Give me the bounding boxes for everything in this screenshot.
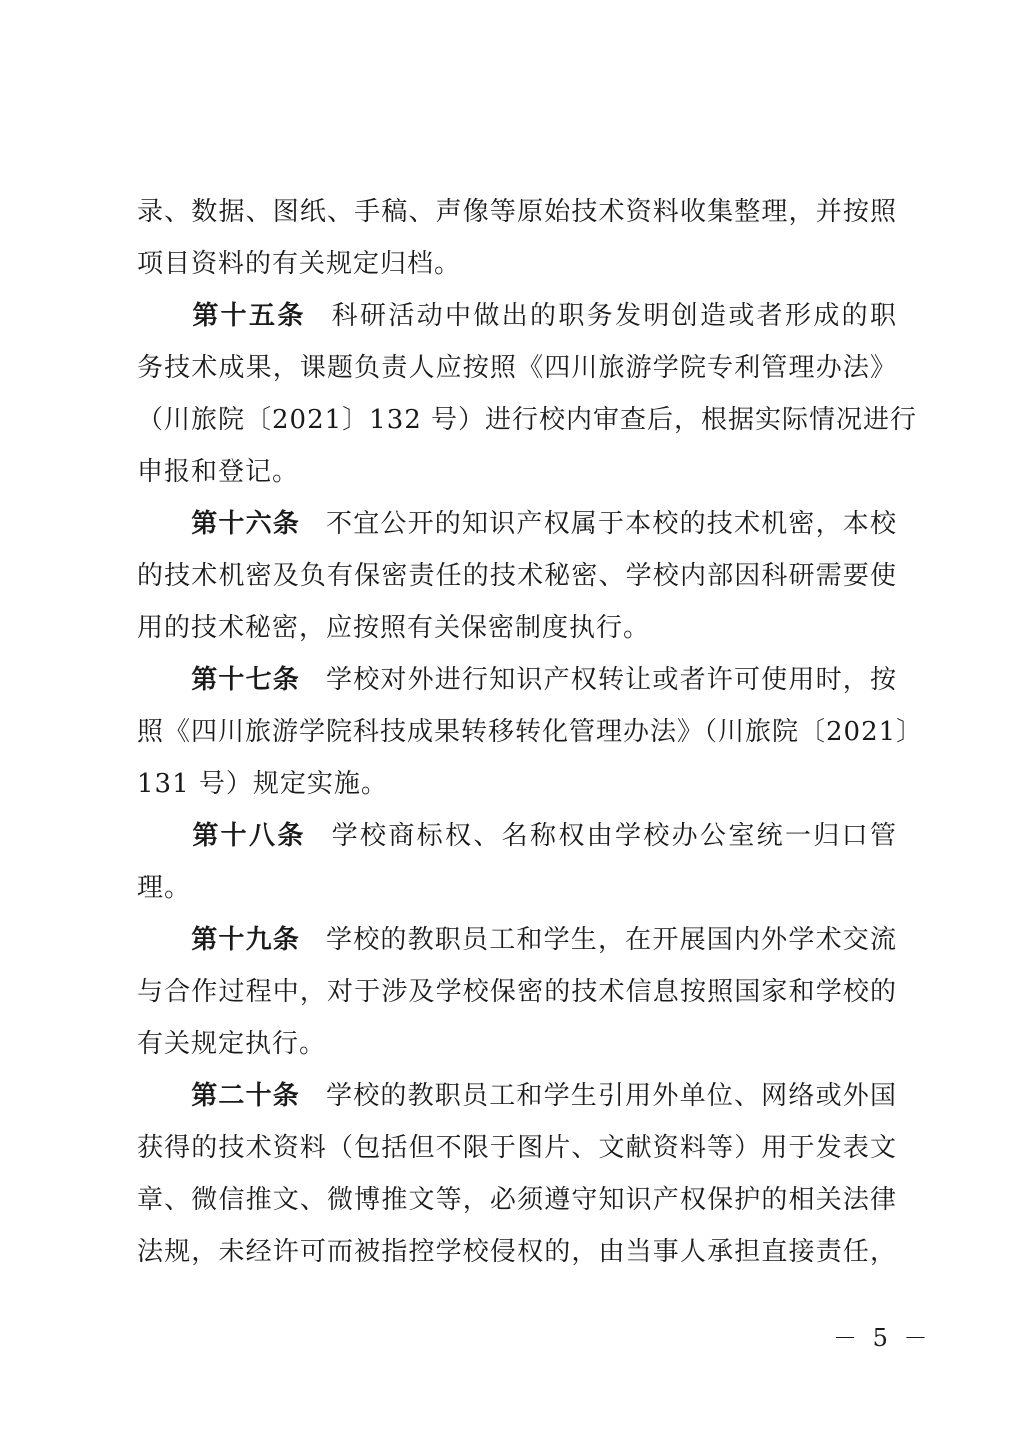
text-line: 用的技术秘密，应按照有关保密制度执行。 (137, 613, 651, 643)
article-16 (137, 498, 897, 654)
text-line: 131 号）规定实施。 (137, 769, 388, 799)
article-19 (137, 914, 897, 1070)
article-18 (137, 810, 897, 914)
text-line: 照《四川旅游学院科技成果转移转化管理办法》（川旅院〔2021〕 (137, 717, 924, 747)
text-fragment: 学校对外进行知识产权转让或者许可使用时，按 (326, 665, 897, 695)
text-line: 获得的技术资料（包括但不限于图片、文献资料等）用于发表文 (137, 1133, 897, 1163)
text-fragment: 不宜公开的知识产权属于本校的技术机密，本校 (326, 509, 897, 539)
text-line (137, 290, 897, 342)
article-heading: 第十八条 (191, 821, 306, 851)
article-17 (137, 654, 924, 810)
text-line: 的技术机密及负有保密责任的技术秘密、学校内部因科研需要使 (137, 561, 897, 591)
article-heading: 第十九条 (191, 925, 300, 955)
article-20 (137, 1070, 897, 1278)
text-line: 项目资料的有关规定归档。 (137, 249, 462, 279)
text-fragment: 科研活动中做出的职务发明创造或者形成的职 (331, 301, 897, 331)
article-heading: 第十五条 (191, 301, 306, 331)
text-fragment: 学校的教职员工和学生引用外单位、网络或外国 (326, 1081, 897, 1111)
article-15 (137, 290, 918, 498)
page-number: － 5 － (833, 1324, 932, 1352)
text-line: 章、微信推文、微博推文等，必须遵守知识产权保护的相关法律 (137, 1185, 897, 1215)
text-line: 法规，未经许可而被指控学校侵权的，由当事人承担直接责任， (137, 1237, 897, 1267)
text-line (137, 654, 897, 706)
text-line: 申报和登记。 (137, 457, 300, 487)
text-fragment: 学校商标权、名称权由学校办公室统一归口管 (331, 821, 897, 851)
text-line: 与合作过程中，对于涉及学校保密的技术信息按照国家和学校的 (137, 977, 897, 1007)
text-line: 理。 (137, 873, 192, 903)
document-body (137, 186, 924, 1278)
text-fragment: 学校的教职员工和学生，在开展国内外学术交流 (326, 925, 897, 955)
text-line (137, 914, 897, 966)
text-line: （川旅院〔2021〕132 号）进行校内审查后，根据实际情况进行 (137, 405, 918, 435)
article-heading: 第二十条 (191, 1081, 300, 1111)
text-line (137, 498, 897, 550)
paragraph-continuation (137, 186, 897, 290)
text-line: 录、数据、图纸、手稿、声像等原始技术资料收集整理，并按照 (137, 197, 897, 227)
text-line (137, 810, 897, 862)
text-line: 有关规定执行。 (137, 1029, 327, 1059)
article-heading: 第十六条 (191, 509, 300, 539)
text-line: 务技术成果，课题负责人应按照《四川旅游学院专利管理办法》 (137, 353, 897, 383)
article-heading: 第十七条 (191, 665, 300, 695)
text-line (137, 1070, 897, 1122)
